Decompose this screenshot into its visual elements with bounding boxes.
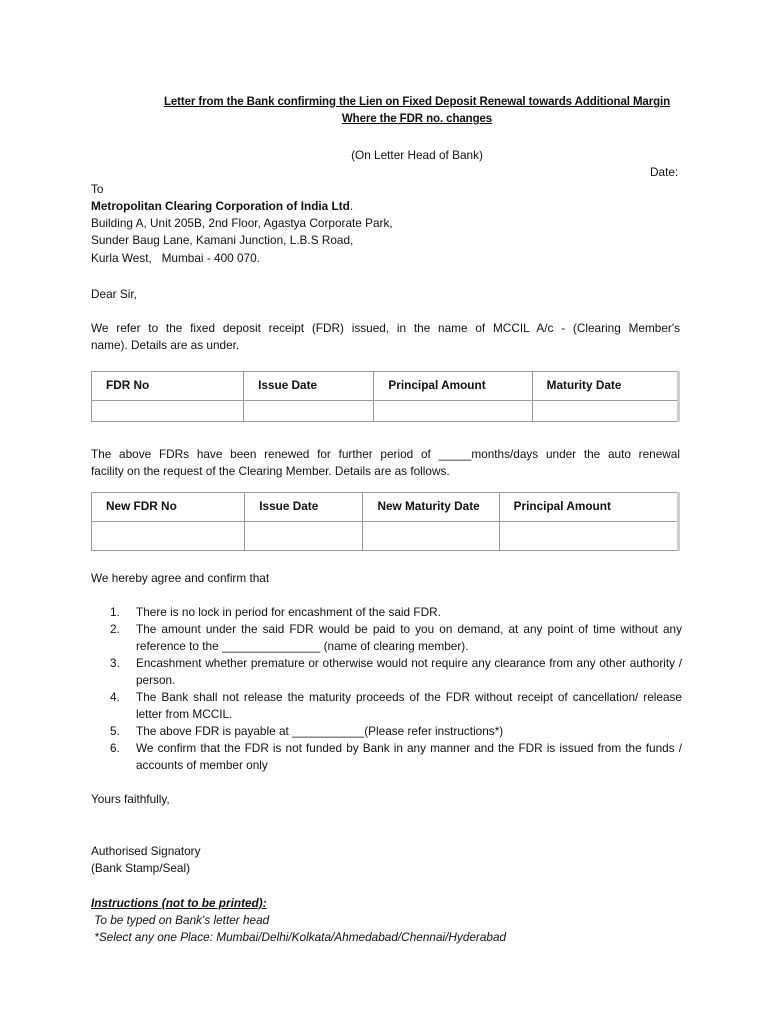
list-item-text: Encashment whether premature or otherwise would not require any clearance from any other authority / person. — [136, 656, 682, 687]
closing: Yours faithfully, — [91, 792, 170, 806]
list-item-number: 1. — [110, 605, 120, 619]
list-item — [110, 740, 682, 774]
instructions-line2: *Select any one Place: Mumbai/Delhi/Kolkata/Ahmedabad/Chennai/Hyderabad — [91, 930, 507, 944]
salutation: Dear Sir, — [91, 287, 137, 301]
recipient-address-line1: Building A, Unit 205B, 2nd Floor, Agastya Corporate Park, — [91, 216, 393, 230]
table-header-cell: Principal Amount — [499, 493, 678, 522]
list-item — [110, 689, 682, 723]
signatory-seal: (Bank Stamp/Seal) — [91, 861, 191, 875]
list-item — [110, 655, 682, 689]
list-item — [110, 621, 682, 655]
recipient-address-line3: Kurla West, Mumbai - 400 070. — [91, 251, 260, 265]
table-cell — [363, 522, 499, 551]
recipient-name: Metropolitan Clearing Corporation of India Ltd — [91, 199, 350, 213]
table-header-cell: Issue Date — [245, 493, 363, 522]
table-header-cell: New FDR No — [92, 493, 245, 522]
recipient-address-line2: Sunder Baug Lane, Kamani Junction, L.B.S Road, — [91, 233, 354, 247]
list-item — [110, 604, 682, 621]
table-cell — [244, 401, 374, 422]
table-header-cell: Maturity Date — [532, 372, 678, 401]
table-cell — [499, 522, 678, 551]
table-row — [92, 401, 679, 422]
table-header-cell: Issue Date — [244, 372, 374, 401]
table-header-cell: New Maturity Date — [363, 493, 499, 522]
instructions-title: Instructions (not to be printed): — [91, 896, 267, 910]
list-item-text: The amount under the said FDR would be paid to you on demand, at any point of time without any reference to the _______________ (name of clearing member). — [136, 622, 682, 653]
table-row — [92, 522, 679, 551]
confirmation-list — [110, 604, 682, 774]
table-header-row — [92, 493, 679, 522]
list-item-number: 5. — [110, 724, 120, 738]
document-title-line1: Letter from the Bank confirming the Lien on Fixed Deposit Renewal towards Additional Margin — [163, 96, 671, 108]
table-cell — [245, 522, 363, 551]
date-label: Date: — [650, 165, 679, 179]
table-header-row — [92, 372, 679, 401]
list-item-number: 2. — [110, 622, 120, 636]
renewed-fdr-table — [91, 492, 680, 551]
list-item-number: 4. — [110, 690, 120, 704]
paragraph-2-line1: The above FDRs have been renewed for further period of _____months/days under the auto renewal — [91, 447, 680, 461]
table-cell — [92, 401, 244, 422]
list-item-text: There is no lock in period for encashment of the said FDR. — [136, 605, 441, 619]
list-item-number: 6. — [110, 741, 120, 755]
list-item-text: The above FDR is payable at ___________(Please refer instructions*) — [136, 724, 504, 738]
list-item-text: We confirm that the FDR is not funded by Bank in any manner and the FDR is issued from the funds / accounts of member only — [136, 741, 682, 772]
table-header-cell: Principal Amount — [374, 372, 532, 401]
paragraph-1-line2: name). Details are as under. — [91, 338, 240, 352]
table-header-cell: FDR No — [92, 372, 244, 401]
list-item-number: 3. — [110, 656, 120, 670]
recipient-name-suffix: . — [349, 199, 354, 213]
paragraph-2-line2: facility on the request of the Clearing Member. Details are as follows. — [91, 464, 450, 478]
agree-line: We hereby agree and confirm that — [91, 571, 270, 585]
list-item-text: The Bank shall not release the maturity proceeds of the FDR without receipt of cancellation/ release letter from MCCIL. — [136, 690, 682, 721]
table-cell — [532, 401, 678, 422]
table-cell — [92, 522, 245, 551]
paragraph-1-line1: We refer to the fixed deposit receipt (FDR) issued, in the name of MCCIL A/c - (Clearing Member's — [91, 321, 680, 335]
table-cell — [374, 401, 532, 422]
fdr-details-table — [91, 371, 680, 422]
recipient-to: To — [91, 182, 104, 196]
letterhead-note: (On Letter Head of Bank) — [351, 148, 483, 162]
recipient-name-line — [91, 198, 353, 215]
document-title-line2: Where the FDR no. changes — [341, 113, 493, 125]
list-item — [110, 723, 682, 740]
instructions-line1: To be typed on Bank's letter head — [91, 913, 270, 927]
signatory-title: Authorised Signatory — [91, 844, 201, 858]
